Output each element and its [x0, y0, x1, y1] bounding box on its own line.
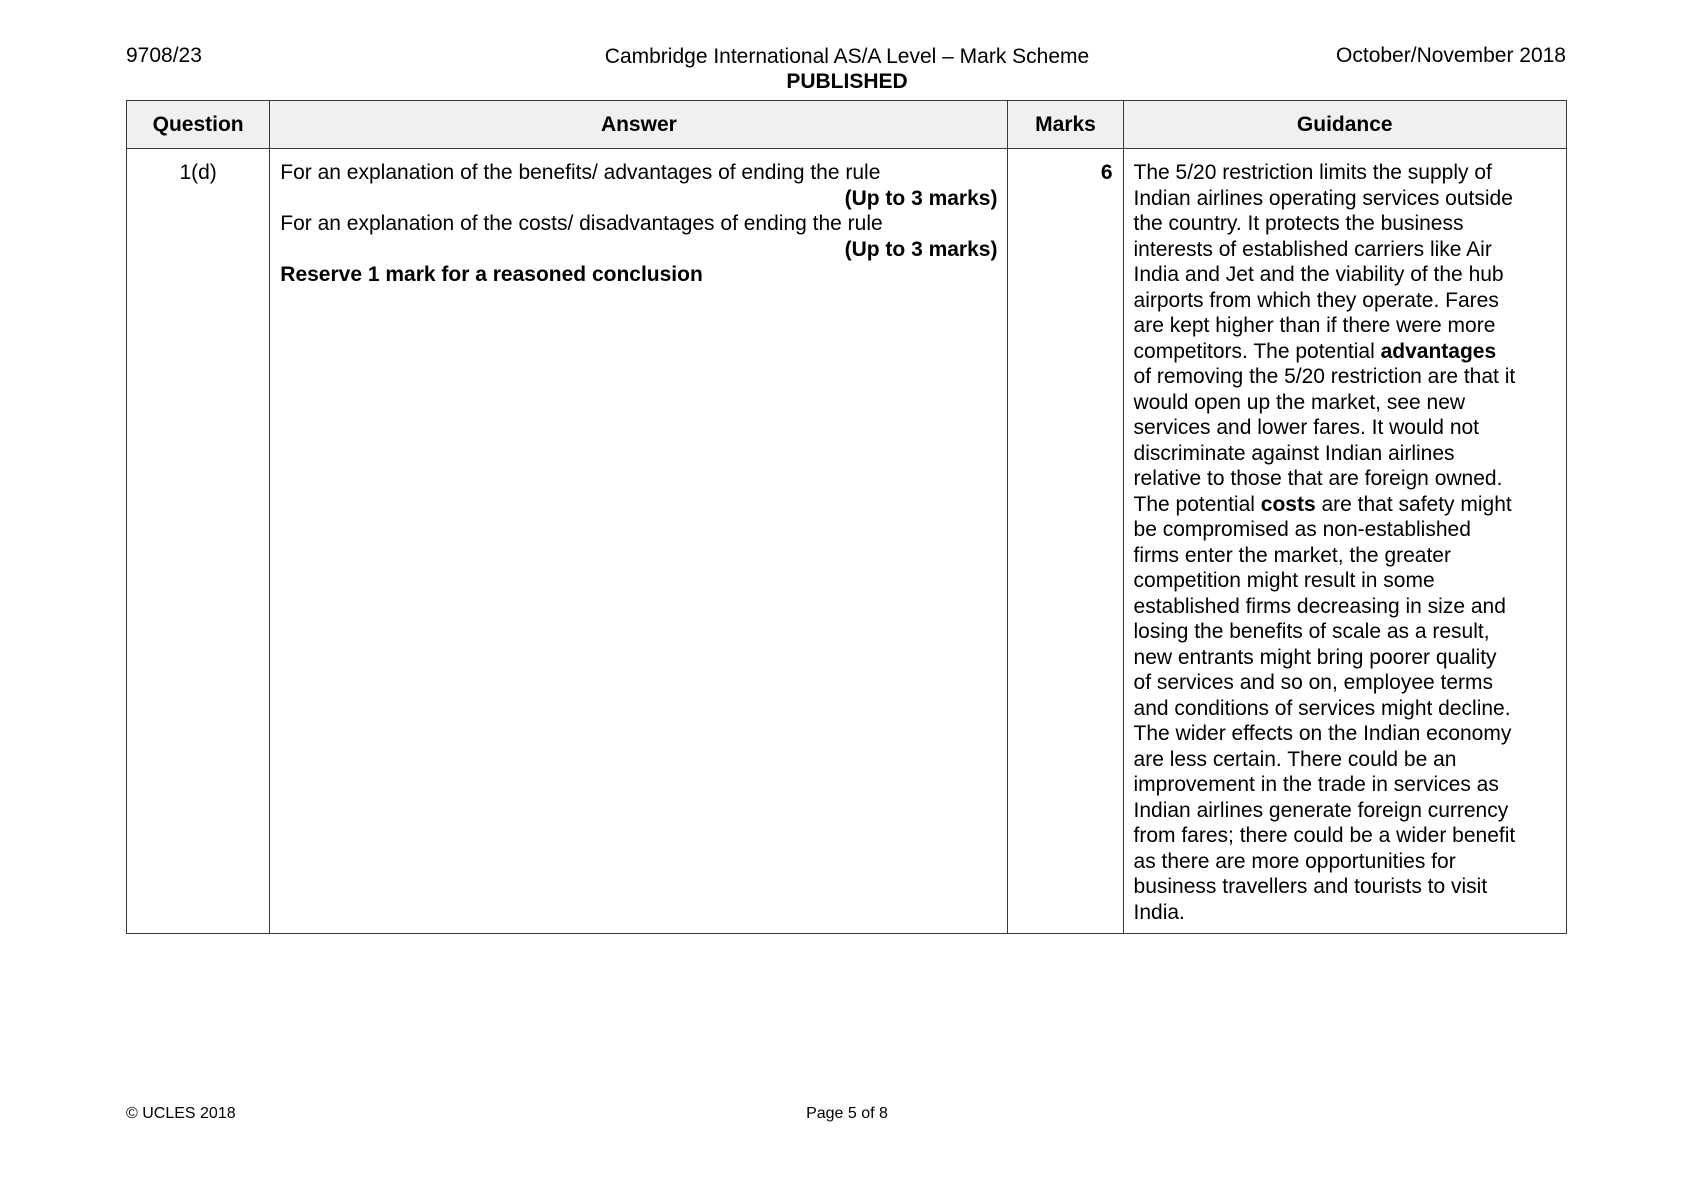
question-cell: 1(d)	[127, 149, 270, 934]
mark-scheme-table	[126, 100, 1567, 934]
guidance-line: India.	[1133, 900, 1185, 924]
guidance-text: The potential	[1133, 492, 1261, 516]
guidance-line	[1134, 339, 1556, 365]
guidance-line: services and lower fares. It would not	[1133, 416, 1480, 439]
guidance-line: new entrants might bring poorer quality	[1133, 645, 1497, 669]
guidance-line: Indian airlines generate foreign currency	[1133, 798, 1509, 822]
guidance-emphasis-costs: costs	[1260, 492, 1316, 516]
answer-reserve-line: Reserve 1 mark for a reasoned conclusion	[280, 263, 703, 286]
guidance-line	[1134, 492, 1556, 518]
published-label: PUBLISHED	[786, 70, 908, 93]
guidance-line: business travellers and tourists to visit	[1133, 875, 1488, 898]
answer-benefits-marks: (Up to 3 marks)	[844, 186, 998, 210]
guidance-line: be compromised as non-established	[1133, 518, 1471, 541]
paper-code: 9708/23	[126, 44, 202, 67]
guidance-line: the country. It protects the business	[1133, 212, 1464, 235]
guidance-line: are less certain. There could be an	[1133, 747, 1457, 771]
guidance-line: competition might result in some	[1133, 569, 1435, 592]
guidance-line: India and Jet and the viability of the hub	[1133, 263, 1504, 286]
guidance-text: are that safety might	[1315, 492, 1512, 516]
page-number: Page 5 of 8	[806, 1105, 888, 1122]
exam-session: October/November 2018	[1336, 44, 1566, 67]
guidance-cell	[1123, 149, 1566, 934]
marks-cell: 6	[1008, 149, 1123, 934]
column-header-question: Question	[127, 101, 270, 149]
guidance-line: of removing the 5/20 restriction are that it	[1133, 365, 1516, 388]
guidance-line: and conditions of services might decline.	[1133, 696, 1511, 720]
guidance-line: Indian airlines operating services outside	[1133, 186, 1513, 210]
guidance-line: The 5/20 restriction limits the supply of	[1133, 161, 1492, 184]
guidance-line: firms enter the market, the greater	[1133, 543, 1451, 567]
table-row	[127, 149, 1567, 934]
column-header-marks: Marks	[1008, 101, 1123, 149]
guidance-text: competitors. The potential	[1133, 339, 1381, 363]
guidance-line: of services and so on, employee terms	[1133, 671, 1494, 694]
column-header-answer: Answer	[270, 101, 1008, 149]
guidance-line: as there are more opportunities for	[1133, 849, 1456, 873]
guidance-line: improvement in the trade in services as	[1133, 773, 1499, 796]
answer-costs-line: For an explanation of the costs/ disadvantages of ending the rule	[280, 212, 883, 235]
guidance-line: established firms decreasing in size and	[1133, 594, 1506, 618]
guidance-line: are kept higher than if there were more	[1133, 314, 1496, 337]
copyright-notice: © UCLES 2018	[126, 1105, 236, 1122]
guidance-line: relative to those that are foreign owned.	[1133, 467, 1503, 490]
answer-benefits-line: For an explanation of the benefits/ advantages of ending the rule	[280, 161, 881, 184]
table-header-row	[127, 101, 1567, 149]
guidance-line: The wider effects on the Indian economy	[1133, 722, 1512, 745]
answer-cell	[270, 149, 1008, 934]
guidance-line: from fares; there could be a wider benefit	[1133, 824, 1516, 847]
guidance-line: losing the benefits of scale as a result,	[1133, 620, 1490, 643]
column-header-guidance: Guidance	[1123, 101, 1566, 149]
guidance-line: would open up the market, see new	[1133, 390, 1466, 414]
guidance-emphasis-advantages: advantages	[1380, 339, 1497, 363]
document-title: Cambridge International AS/A Level – Mark Scheme	[604, 45, 1090, 68]
guidance-line: discriminate against Indian airlines	[1133, 441, 1455, 465]
answer-costs-marks: (Up to 3 marks)	[844, 237, 998, 261]
guidance-line: airports from which they operate. Fares	[1133, 288, 1499, 312]
guidance-line: interests of established carriers like Air	[1133, 237, 1492, 261]
